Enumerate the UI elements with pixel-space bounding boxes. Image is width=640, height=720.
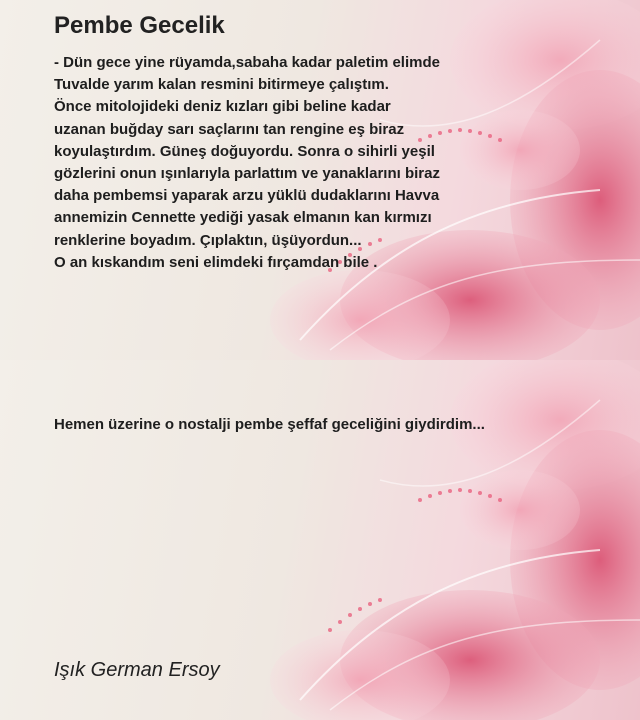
poem-line: Tuvalde yarım kalan resmini bitirmeye çalıştım.: [54, 76, 389, 94]
poem-stanza-2: [54, 414, 485, 436]
poem-line: daha pembemsi yaparak arzu yüklü dudaklarını Havva: [54, 187, 440, 205]
poem-line: uzanan buğday sarı saçlarını tan rengine eş biraz: [54, 120, 405, 138]
poem-line: - Dün gece yine rüyamda,sabaha kadar paletim elimde: [54, 54, 440, 71]
poem-author: Işık German Ersoy: [54, 659, 220, 681]
poem-line: renklerine boyadım. Çıplaktın, üşüyordun...: [54, 231, 362, 249]
poem-line: annemizin Cennette yediği yasak elmanın kan kırmızı: [54, 209, 432, 227]
poem-line: Önce mitolojideki deniz kızları gibi beline kadar: [54, 98, 391, 116]
poem-line: O an kıskandım seni elimdeki fırçamdan bile .: [54, 253, 378, 271]
poem-line: Hemen üzerine o nostalji pembe şeffaf geceliğini giydirdim...: [54, 416, 485, 433]
poem-stanza-1: [54, 52, 440, 274]
poem-title: Pembe Gecelik: [54, 12, 225, 39]
poem-line: koyulaştırdım. Güneş doğuyordu. Sonra o sihirli yeşil: [54, 142, 435, 160]
poem-line: gözlerini onun ışınlarıyla parlattım ve yanaklarını biraz: [54, 165, 440, 183]
